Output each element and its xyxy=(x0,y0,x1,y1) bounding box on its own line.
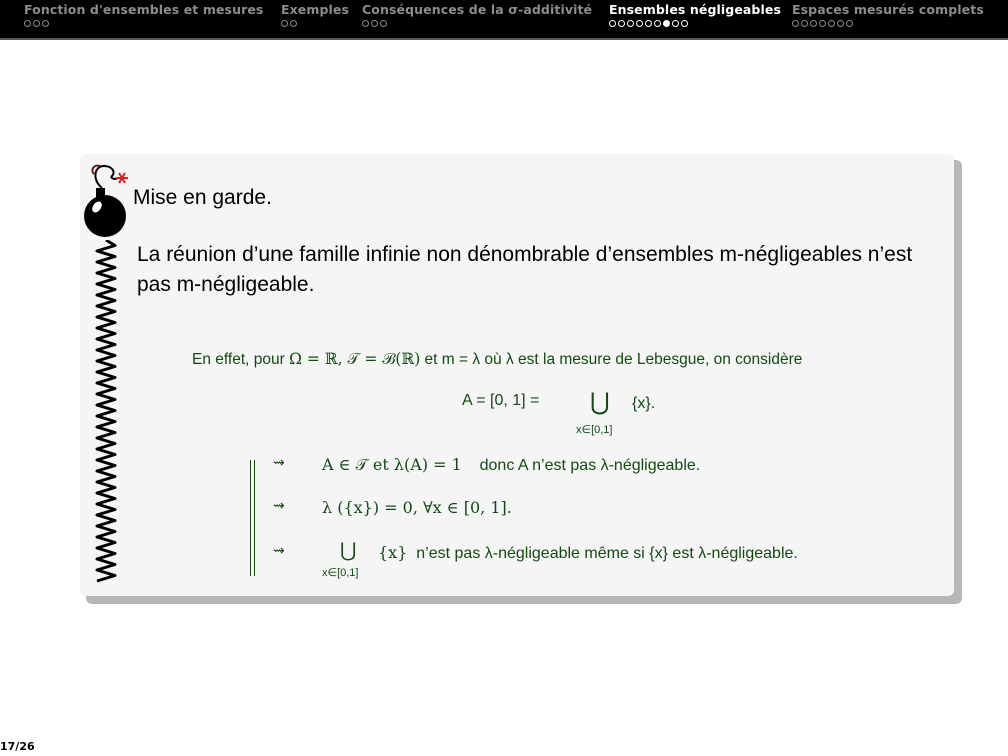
nav-dot[interactable] xyxy=(792,20,799,27)
nav-dot[interactable] xyxy=(618,20,625,27)
nav-dot[interactable] xyxy=(281,20,288,27)
proof-item-2-math: λ ({x}) = 0, ∀x ∈ [0, 1]. xyxy=(322,498,512,517)
nav-section-consequences[interactable] xyxy=(362,2,592,27)
omega-equation: Ω = ℝ, xyxy=(289,350,348,368)
display-equation xyxy=(462,392,539,410)
tribe-equation: 𝒯 = ℬ(ℝ) xyxy=(347,350,421,368)
nav-dot[interactable] xyxy=(837,20,844,27)
nav-dot[interactable] xyxy=(24,20,31,27)
section-navbar xyxy=(0,0,1008,40)
nav-dot[interactable] xyxy=(42,20,49,27)
caution-text: La réunion d’une famille infinie non dénombrable d’ensembles m-négligeables n’est pas m-négligeable. xyxy=(137,243,913,296)
proof-item-1 xyxy=(322,455,700,475)
nav-dot[interactable] xyxy=(609,20,616,27)
caution-title: Mise en garde. xyxy=(133,186,272,209)
union-subscript-small: x∈[0,1] xyxy=(322,567,359,579)
nav-section-title[interactable]: Fonction d'ensembles et mesures xyxy=(24,2,264,17)
nav-dot[interactable] xyxy=(654,20,661,27)
display-lhs: A = [0, 1] = xyxy=(462,392,540,409)
nav-dot[interactable] xyxy=(290,20,297,27)
spring-icon xyxy=(94,240,118,586)
nav-section-title[interactable]: Ensembles négligeables xyxy=(609,2,781,17)
nav-section-espaces-complets[interactable] xyxy=(792,2,984,27)
nav-dot[interactable] xyxy=(645,20,652,27)
nav-dot[interactable] xyxy=(672,20,679,27)
leadsto-arrow-icon: ⇝ xyxy=(273,498,285,514)
nav-dot[interactable] xyxy=(371,20,378,27)
proof-vertical-bar xyxy=(250,460,255,576)
proof-intro xyxy=(192,348,922,371)
nav-dot[interactable] xyxy=(819,20,826,27)
nav-dot[interactable] xyxy=(846,20,853,27)
proof-intro-part1: En effet, pour xyxy=(192,351,290,368)
nav-dot[interactable] xyxy=(810,20,817,27)
nav-section-fonction[interactable] xyxy=(24,2,263,27)
proof-item-2 xyxy=(322,498,512,518)
display-rhs: {x}. xyxy=(632,395,656,412)
nav-subsection-dots xyxy=(24,20,263,27)
nav-section-exemples[interactable] xyxy=(281,2,349,27)
nav-subsection-dots xyxy=(362,20,592,27)
bomb-icon xyxy=(82,160,132,244)
page-number: 17/26 xyxy=(0,740,35,753)
nav-subsection-dots xyxy=(281,20,349,27)
proof-item-3-math: {x} xyxy=(378,543,408,562)
union-symbol: ⋃ xyxy=(590,388,610,416)
nav-section-title[interactable]: Exemples xyxy=(281,2,350,17)
nav-dot-current[interactable] xyxy=(663,20,670,27)
nav-dot[interactable] xyxy=(636,20,643,27)
nav-dot[interactable] xyxy=(801,20,808,27)
leadsto-arrow-icon: ⇝ xyxy=(273,543,285,559)
proof-item-3 xyxy=(378,543,798,563)
union-subscript: x∈[0,1] xyxy=(576,424,613,436)
nav-dot[interactable] xyxy=(380,20,387,27)
nav-dot[interactable] xyxy=(828,20,835,27)
nav-dot[interactable] xyxy=(362,20,369,27)
caution-box xyxy=(80,154,954,596)
nav-subsection-dots xyxy=(792,20,984,27)
nav-section-title[interactable]: Espaces mesurés complets xyxy=(792,2,984,17)
nav-dot[interactable] xyxy=(33,20,40,27)
proof-item-1-text: donc A n’est pas λ-négligeable. xyxy=(479,457,701,474)
union-symbol-small: ⋃ xyxy=(340,538,357,562)
proof-item-1-math: A ∈ 𝒯 et λ(A) = 1 xyxy=(322,455,462,474)
nav-dot[interactable] xyxy=(627,20,634,27)
proof-intro-part2: et m = λ où λ est la mesure de Lebesgue, on considère xyxy=(420,351,803,368)
proof-item-3-text: n’est pas λ-négligeable même si {x} est λ-négligeable. xyxy=(416,545,798,562)
nav-dot[interactable] xyxy=(681,20,688,27)
leadsto-arrow-icon: ⇝ xyxy=(273,455,285,471)
nav-section-title[interactable]: Conséquences de la σ-additivité xyxy=(362,2,593,17)
nav-subsection-dots xyxy=(609,20,781,27)
nav-section-ensembles-negligeables[interactable] xyxy=(609,2,781,27)
